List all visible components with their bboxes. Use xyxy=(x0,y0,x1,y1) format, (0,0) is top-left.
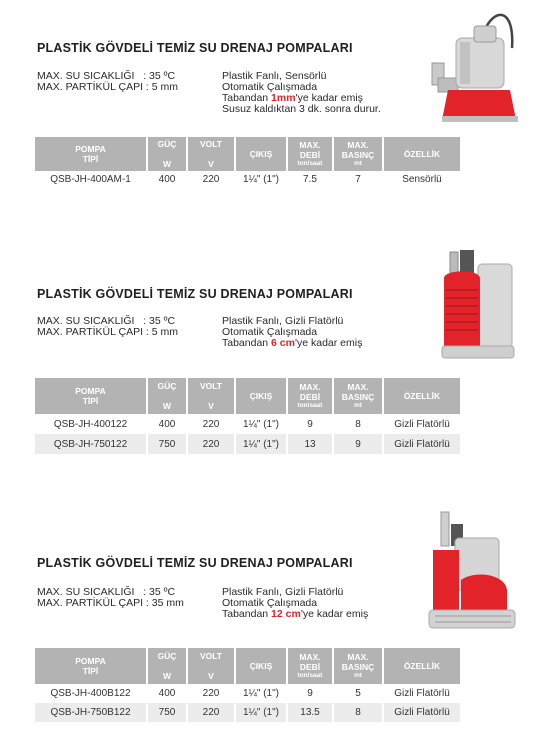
header-pompa: POMPA xyxy=(75,656,106,666)
cell-debi: 13.5 xyxy=(287,703,333,722)
cell-cikis: 1¼" (1") xyxy=(235,414,287,434)
cell-tip: QSB-JH-400122 xyxy=(53,418,128,430)
feature-3-prefix: Tabandan xyxy=(222,92,272,104)
header-max: MAX. xyxy=(347,140,369,150)
header-guc-unit: W xyxy=(162,159,172,169)
cell-guc: 400 xyxy=(147,414,187,434)
header-pompa: POMPA xyxy=(75,144,106,154)
feature-3-highlight: 1mm xyxy=(271,92,296,104)
cell-basinc: 7 xyxy=(333,171,383,187)
col-ozellik: ÖZELLİK xyxy=(383,378,460,414)
header-tipi: TİPİ xyxy=(82,396,99,406)
cell-volt: 220 xyxy=(187,414,235,434)
spec-particle: MAX. PARTİKÜL ÇAPI : 5 mm xyxy=(37,81,179,93)
col-pompa-tipi xyxy=(35,648,147,684)
header-basinc-unit: mt xyxy=(354,672,362,679)
cell-debi: 7.5 xyxy=(287,171,333,187)
spec-temperature: MAX. SU SICAKLIĞI : 35 ºC xyxy=(37,70,176,82)
spec-particle: MAX. PARTİKÜL ÇAPI : 35 mm xyxy=(37,597,184,609)
cell-ozellik: Gizli Flatörlü xyxy=(383,703,460,722)
header-debi: DEBİ xyxy=(299,392,321,402)
cell-tip: QSB-JH-750122 xyxy=(35,434,147,454)
header-max: MAX. xyxy=(347,652,369,662)
cell-volt: 220 xyxy=(187,684,235,703)
col-cikis: ÇIKIŞ xyxy=(235,648,287,684)
cell-debi: 13 xyxy=(287,434,333,454)
cell-tip: QSB-JH-400B122 xyxy=(50,688,131,699)
feature-3-suffix: 'ye kadar emiş xyxy=(300,608,369,620)
col-ozellik: ÖZELLİK xyxy=(383,137,460,171)
header-guc: GÜÇ xyxy=(157,139,177,149)
header-basinc: BASINÇ xyxy=(341,392,375,402)
section-title: PLASTİK GÖVDELİ TEMİZ SU DRENAJ POMPALARI xyxy=(37,287,353,301)
cell-ozellik: Sensörlü xyxy=(383,171,460,187)
header-debi-unit: ton/saat xyxy=(297,160,323,167)
spec-temperature: MAX. SU SICAKLIĞI : 35 ºC xyxy=(37,586,176,598)
feature-block xyxy=(222,587,368,620)
pump-image-dirty xyxy=(425,510,520,635)
feature-2: Otomatik Çalışmada xyxy=(222,597,318,609)
feature-3-suffix: 'ye kadar emiş xyxy=(295,92,363,104)
cell-guc: 400 xyxy=(147,171,187,187)
col-basinc xyxy=(333,648,383,684)
header-debi-unit: ton/saat xyxy=(297,672,323,679)
cell-tip: QSB-JH-750B122 xyxy=(35,703,147,722)
header-basinc: BASINÇ xyxy=(341,662,375,672)
feature-3-highlight: 6 cm xyxy=(271,337,295,349)
header-max: MAX. xyxy=(299,140,321,150)
spec-particle: MAX. PARTİKÜL ÇAPI : 5 mm xyxy=(37,326,179,338)
cell-tip: QSB-JH-400AM-1 xyxy=(50,173,131,185)
cell-cikis: 1¼" (1") xyxy=(235,434,287,454)
cell-volt: 220 xyxy=(187,434,235,454)
cell-basinc: 5 xyxy=(333,684,383,703)
cell-guc: 400 xyxy=(147,684,187,703)
cell-basinc: 8 xyxy=(333,703,383,722)
feature-1: Plastik Fanlı, Gizli Flatörlü xyxy=(222,315,344,327)
cell-basinc: 9 xyxy=(333,434,383,454)
header-volt-unit: V xyxy=(208,671,214,681)
feature-3-highlight: 12 cm xyxy=(271,608,301,620)
header-basinc: BASINÇ xyxy=(341,150,375,160)
col-debi xyxy=(287,648,333,684)
feature-2: Otomatik Çalışmada xyxy=(222,81,318,93)
feature-3-prefix: Tabandan xyxy=(222,608,272,620)
col-guc xyxy=(147,648,187,684)
header-guc-unit: W xyxy=(162,671,172,681)
cell-volt: 220 xyxy=(187,171,235,187)
cell-volt: 220 xyxy=(187,703,235,722)
table-row xyxy=(35,684,460,703)
header-basinc-unit: mt xyxy=(354,402,362,409)
spec-block xyxy=(37,587,184,609)
feature-1: Plastik Fanlı, Sensörlü xyxy=(222,70,327,82)
header-volt-unit: V xyxy=(208,159,214,169)
header-debi: DEBİ xyxy=(299,150,321,160)
header-volt: VOLT xyxy=(199,651,223,661)
cell-guc: 750 xyxy=(147,703,187,722)
header-tipi: TİPİ xyxy=(82,154,99,164)
table-row xyxy=(35,703,460,722)
section-title: PLASTİK GÖVDELİ TEMİZ SU DRENAJ POMPALARI xyxy=(37,41,353,55)
header-guc: GÜÇ xyxy=(157,651,177,661)
spec-table xyxy=(35,648,460,722)
col-cikis: ÇIKIŞ xyxy=(235,378,287,414)
header-max: MAX. xyxy=(299,652,321,662)
header-pompa: POMPA xyxy=(75,386,106,396)
header-basinc-unit: mt xyxy=(354,160,362,167)
feature-4: Susuz kaldıktan 3 dk. sonra durur. xyxy=(222,103,381,115)
header-guc-unit: W xyxy=(162,401,172,411)
cell-ozellik: Gizli Flatörlü xyxy=(383,684,460,703)
cell-debi: 9 xyxy=(287,414,333,434)
spec-temperature: MAX. SU SICAKLIĞI : 35 ºC xyxy=(37,315,176,327)
header-volt: VOLT xyxy=(199,139,223,149)
feature-3-suffix: 'ye kadar emiş xyxy=(294,337,363,349)
cell-cikis: 1¼" (1") xyxy=(235,684,287,703)
header-volt: VOLT xyxy=(199,381,223,391)
header-max: MAX. xyxy=(299,382,321,392)
feature-1: Plastik Fanlı, Gizli Flatörlü xyxy=(222,586,344,598)
cell-debi: 9 xyxy=(287,684,333,703)
feature-3-prefix: Tabandan xyxy=(222,337,272,349)
header-guc: GÜÇ xyxy=(157,381,177,391)
cell-ozellik: Gizli Flatörlü xyxy=(383,414,460,434)
header-volt-unit: V xyxy=(208,401,214,411)
cell-basinc: 8 xyxy=(333,414,383,434)
section-title: PLASTİK GÖVDELİ TEMİZ SU DRENAJ POMPALARI xyxy=(37,556,353,570)
cell-cikis: 1¼" (1") xyxy=(235,171,287,187)
header-tipi: TİPİ xyxy=(82,666,99,676)
col-volt xyxy=(187,648,235,684)
header-debi-unit: ton/saat xyxy=(297,402,323,409)
cell-guc: 750 xyxy=(147,434,187,454)
cell-ozellik: Gizli Flatörlü xyxy=(383,434,460,454)
col-ozellik: ÖZELLİK xyxy=(383,648,460,684)
header-debi: DEBİ xyxy=(299,662,321,672)
feature-2: Otomatik Çalışmada xyxy=(222,326,318,338)
header-max: MAX. xyxy=(347,382,369,392)
feature-3 xyxy=(222,609,368,620)
cell-cikis: 1¼" (1") xyxy=(235,703,287,722)
col-cikis: ÇIKIŞ xyxy=(235,137,287,171)
